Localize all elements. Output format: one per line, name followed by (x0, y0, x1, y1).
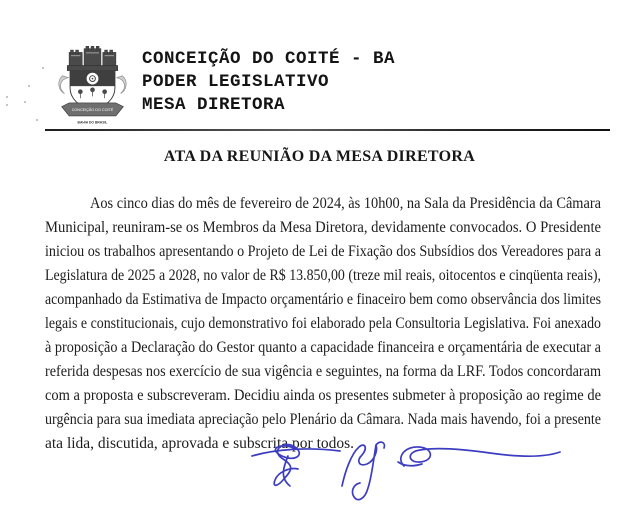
body-line (45, 192, 601, 216)
letterhead-line-municipality: CONCEIÇÃO DO COITÉ - BA (142, 49, 396, 69)
scan-speck (36, 119, 38, 121)
signature-stroke-1b (274, 445, 299, 486)
body-line (45, 360, 601, 384)
body-line (45, 336, 601, 360)
body-line (45, 216, 601, 240)
crest-banner-text: CONCEIÇÃO DO COITÉ (71, 107, 114, 112)
document-title: ATA DA REUNIÃO DA MESA DIRETORA (163, 148, 476, 165)
scan-speck (6, 104, 8, 106)
signature-stroke-3 (401, 447, 560, 466)
letterhead-line-branch: PODER LEGISLATIVO (142, 72, 330, 92)
body-line-text: acompanhado da Estimativa de Impacto orçamentário e finaceiro bem como observância dos limites (45, 291, 601, 308)
scan-speck (28, 85, 30, 87)
signature-stroke-2 (342, 445, 377, 500)
body-line-text: ata lida, discutida, aprovada e subscrita por todos. (45, 435, 355, 452)
body-line-text: referida despesas nos exercício de sua vigência e seguintes, na forma da LRF. Todos concordaram (45, 363, 601, 380)
body-line-text: com a proposta e subscreveram. Decidiu ainda os presentes submeter à proposição ao regime de (45, 387, 601, 404)
handwritten-signatures (238, 436, 573, 514)
scan-speck (24, 101, 26, 103)
letterhead-line-board: MESA DIRETORA (142, 95, 286, 115)
body-line-text: legais e constitucionais, cujo demonstrativo foi elaborado pela Consultoria Legislativa. Foi anexado (45, 315, 601, 332)
crest-caption-text: BAHIA DO BRASIL (77, 120, 108, 125)
body-line (45, 408, 601, 432)
body-line (45, 264, 601, 288)
body-line (45, 288, 601, 312)
header-divider (45, 129, 610, 131)
letterhead (142, 48, 395, 117)
body-line (45, 312, 601, 336)
body-line-text: Legislatura de 2025 a 2028, no valor de R$ 13.850,00 (treze mil reais, oitocentos e cinqüenta reais), (45, 267, 601, 284)
scan-speck (6, 96, 8, 98)
signature-stroke-1 (252, 449, 340, 456)
body-line (45, 240, 601, 264)
scan-speck (42, 67, 44, 69)
municipal-coat-of-arms-icon (55, 44, 130, 130)
body-line-text: à proposição a Declaração do Gestor quanto a capacidade financeira e orçamentária de executar a (45, 339, 601, 356)
body-line (45, 384, 601, 408)
body-text (45, 192, 601, 456)
body-line-text: iniciou os trabalhos apresentando o Projeto de Lei de Fixação dos Subsídios dos Vereadores para a (45, 243, 601, 260)
body-line-text: Municipal, reuniram-se os Membros da Mesa Diretora, devidamente convocados. O Presidente (45, 219, 601, 236)
body-line-text: Aos cinco dias do mês de fevereiro de 2024, às 10h00, na Sala da Presidência da Câmara (90, 195, 601, 212)
body-line-text: urgência para sua imediata apreciação pelo Plenário da Câmara. Nada mais havendo, foi a presente (45, 411, 601, 428)
